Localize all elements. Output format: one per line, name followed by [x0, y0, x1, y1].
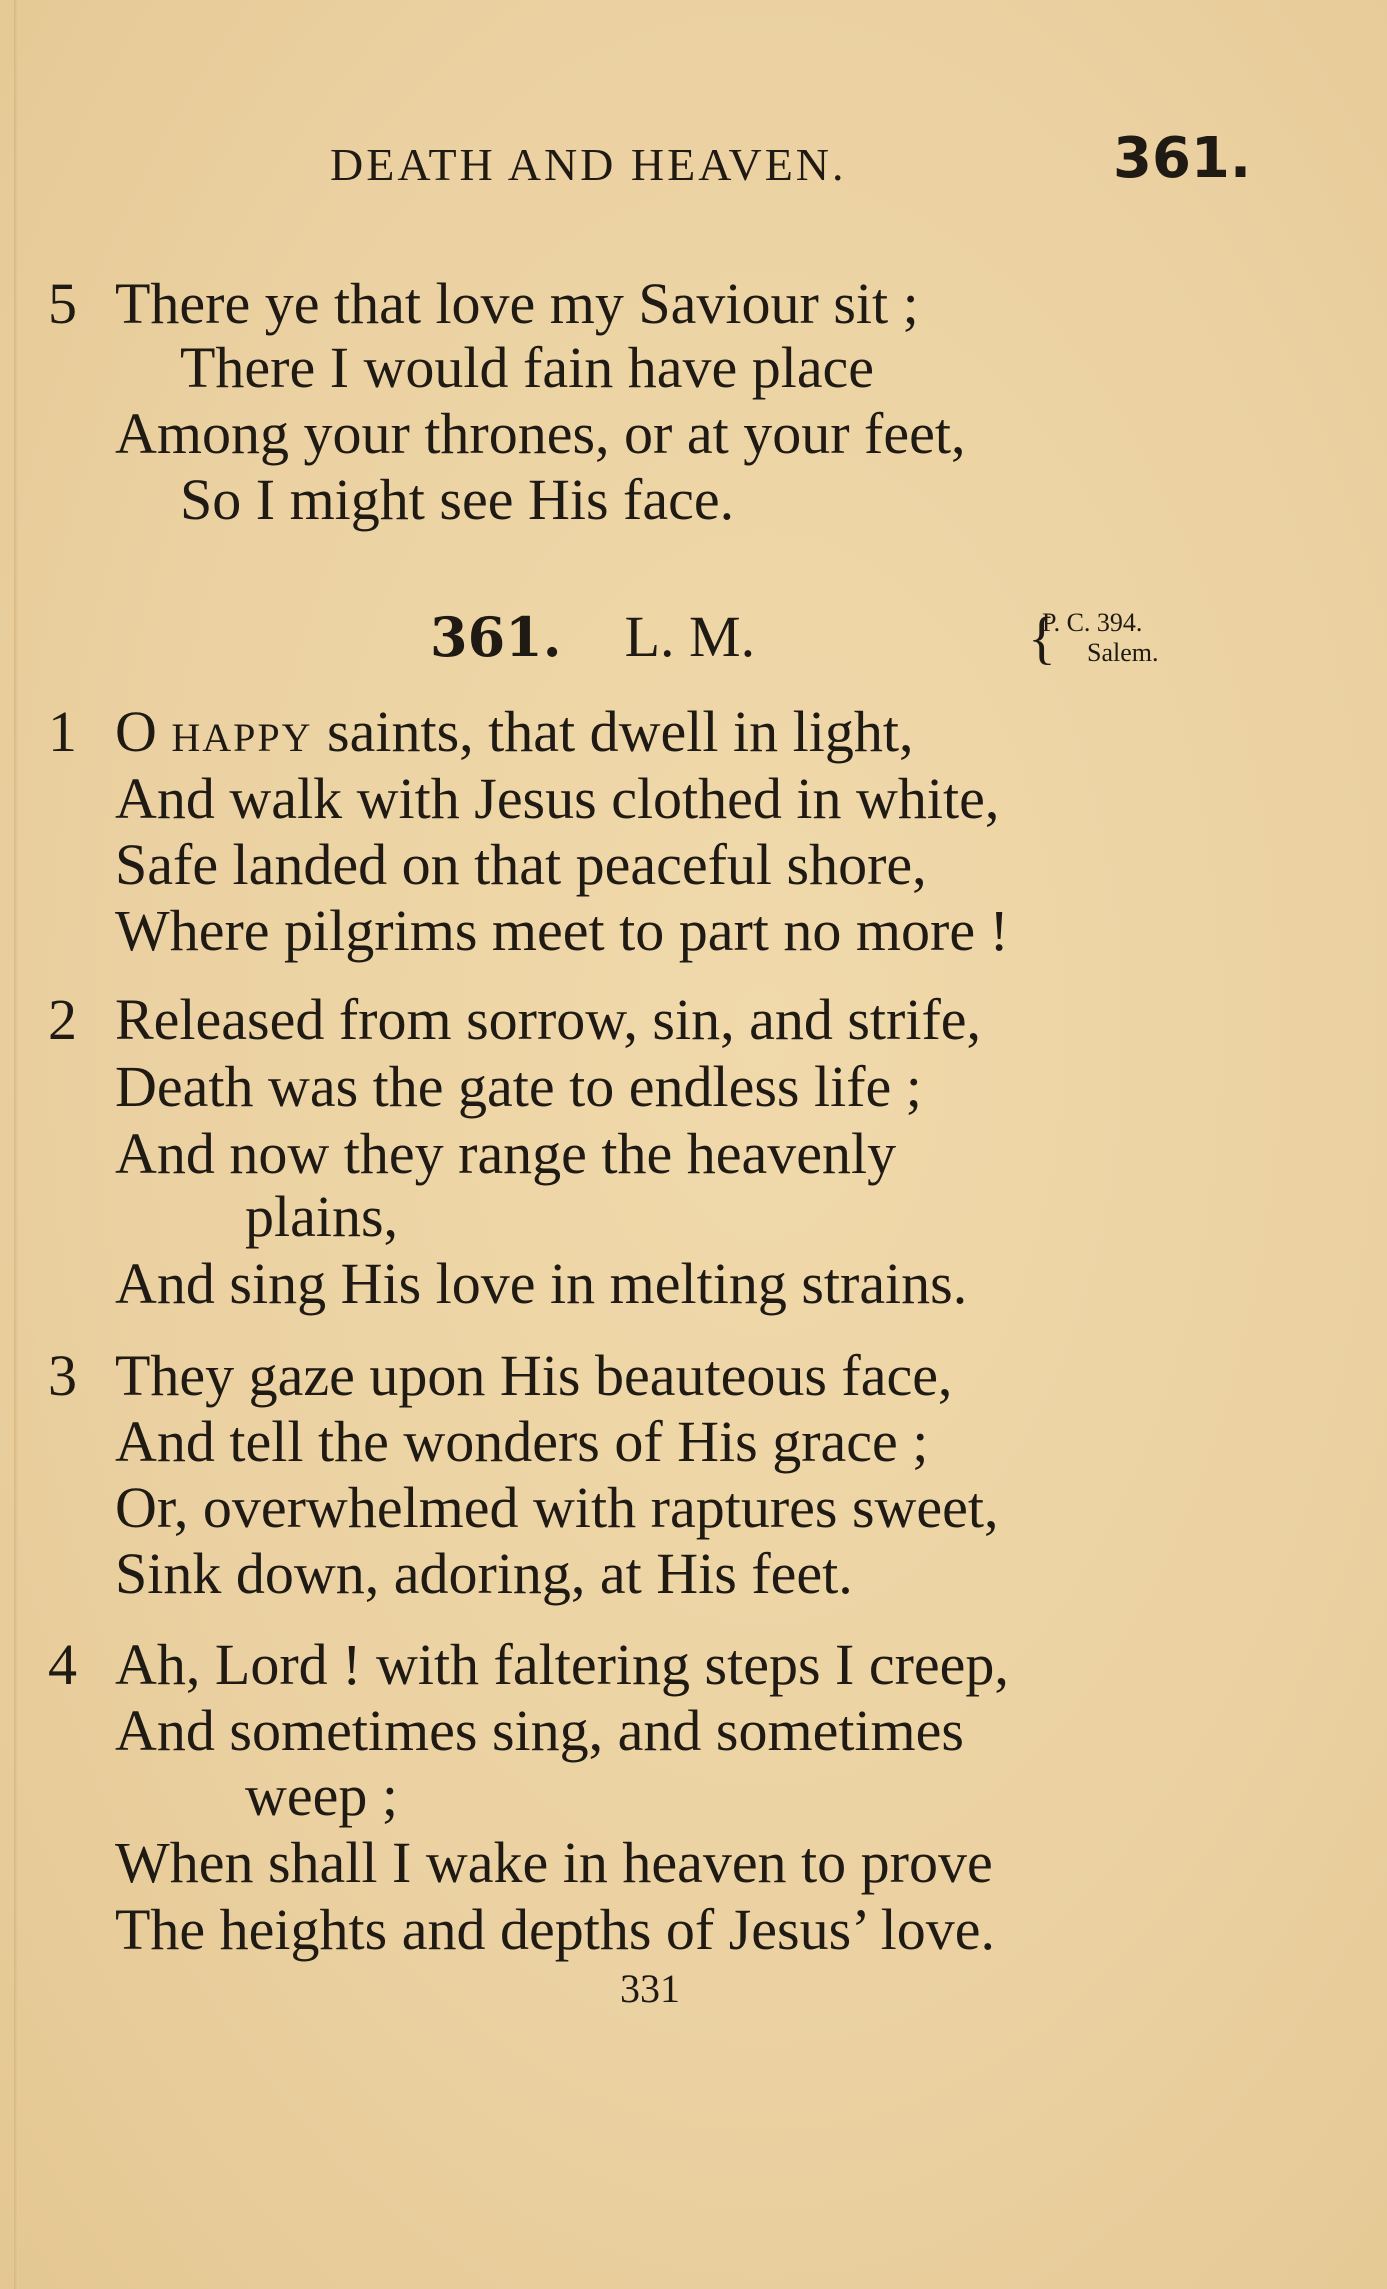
verse-line: Safe landed on that peaceful shore, — [115, 832, 927, 897]
tune-reference — [1042, 608, 1159, 668]
verse-line: And tell the wonders of His grace ; — [115, 1409, 929, 1474]
small-caps-word: HAPPY — [171, 715, 313, 760]
verse-line: And sometimes sing, and sometimes — [115, 1698, 964, 1763]
verse-line: Among your thrones, or at your feet, — [115, 401, 966, 466]
hymn-number: 361. — [430, 605, 562, 669]
verse-line: Death was the gate to endless life ; — [115, 1054, 922, 1119]
hymn-page-number: 361. — [1113, 126, 1252, 191]
verse-line: weep ; — [245, 1763, 398, 1828]
hymn-heading — [430, 603, 755, 670]
tune-name: Salem. — [1087, 638, 1159, 667]
verse-line: And walk with Jesus clothed in white, — [115, 766, 1000, 831]
verse-line: And now they range the heavenly — [115, 1121, 897, 1186]
verse-number: 5 — [48, 271, 77, 336]
verse-line: The heights and depths of Jesus’ love. — [115, 1897, 996, 1962]
page-number: 331 — [620, 1966, 680, 2011]
verse-line: Ah, Lord ! with faltering steps I creep, — [115, 1632, 1009, 1697]
verse-line: There ye that love my Saviour sit ; — [115, 271, 919, 336]
verse-line: Or, overwhelmed with raptures sweet, — [115, 1475, 999, 1540]
verse-number: 4 — [48, 1632, 77, 1697]
verse-line: They gaze upon His beauteous face, — [115, 1343, 953, 1408]
verse-number: 1 — [48, 699, 77, 764]
page-edge — [14, 0, 18, 2289]
verse-line: There I would fain have place — [180, 335, 875, 400]
verse-line: So I might see His face. — [180, 467, 735, 532]
verse-line: When shall I wake in heaven to prove — [115, 1830, 993, 1895]
verse-number: 2 — [48, 987, 77, 1052]
brace: { — [1028, 605, 1056, 670]
verse-line: O HAPPY saints, that dwell in light, — [115, 699, 914, 764]
verse-line: And sing His love in melting strains. — [115, 1251, 968, 1316]
verse-line: Released from sorrow, sin, and strife, — [115, 987, 982, 1052]
hymn-meter: L. M. — [624, 604, 756, 669]
verse-line: Where pilgrims meet to part no more ! — [115, 898, 1009, 963]
tune-ref: P. C. 394. — [1042, 608, 1143, 637]
verse-line: plains, — [245, 1184, 399, 1249]
verse-number: 3 — [48, 1343, 77, 1408]
running-head: DEATH AND HEAVEN. — [330, 139, 847, 190]
verse-line: Sink down, adoring, at His feet. — [115, 1541, 853, 1606]
